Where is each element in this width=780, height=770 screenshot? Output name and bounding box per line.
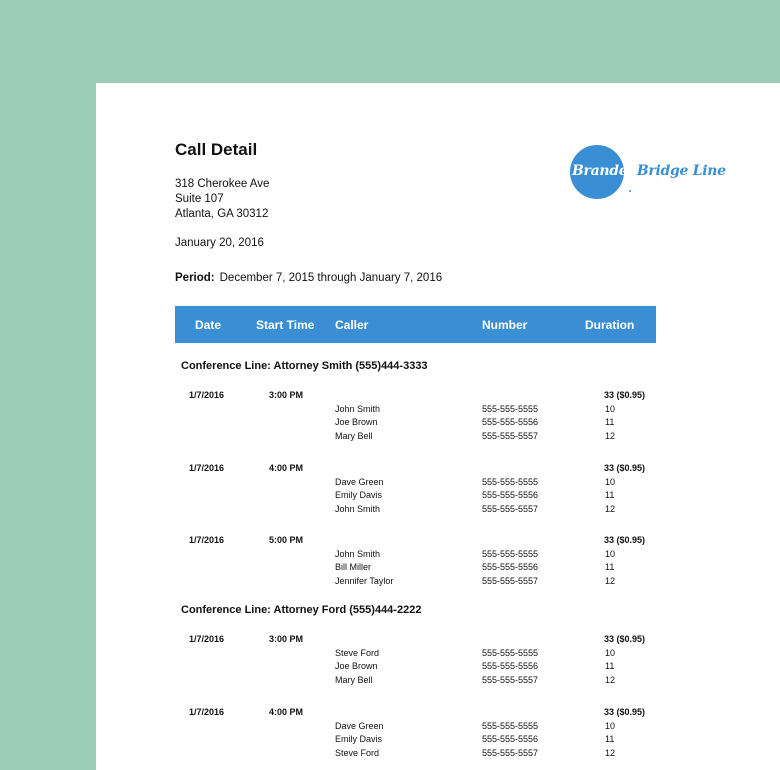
call-start-time: 4:00 PM <box>269 707 304 717</box>
caller-name: John Smith <box>335 403 381 414</box>
caller-number: 555-555-5556 <box>482 734 539 744</box>
caller-number: 555-555-5555 <box>482 548 539 559</box>
caller-duration: 11 <box>605 734 615 744</box>
caller-number: 555-555-5556 <box>482 661 539 671</box>
caller-name: Bill Miller <box>335 562 371 572</box>
caller-number: 555-555-5556 <box>482 562 539 572</box>
call-total-duration: 33 ($0.95) <box>604 463 646 473</box>
caller-number: 555-555-5557 <box>482 674 539 685</box>
call-date: 1/7/2016 <box>189 707 225 717</box>
caller-duration: 10 <box>605 548 616 559</box>
call-start-time: 3:00 PM <box>269 390 304 400</box>
caller-duration: 12 <box>605 674 616 685</box>
period <box>175 272 442 284</box>
caller-duration: 10 <box>605 476 616 487</box>
caller-name: Emily Davis <box>335 490 383 500</box>
caller-number: 555-555-5555 <box>482 647 539 658</box>
call-start-time: 4:00 PM <box>269 463 304 473</box>
call-start-time: 5:00 PM <box>269 535 304 545</box>
call-start-time: 3:00 PM <box>269 634 304 644</box>
caller-name: Joe Brown <box>335 417 378 427</box>
caller-number: 555-555-5557 <box>482 430 539 441</box>
caller-name: Dave Green <box>335 720 384 731</box>
caller-duration: 11 <box>605 661 615 671</box>
call-date: 1/7/2016 <box>189 535 225 545</box>
caller-name: Joe Brown <box>335 661 378 671</box>
caller-duration: 12 <box>605 575 616 586</box>
column-header-duration: Duration <box>585 318 635 332</box>
document-page <box>96 83 780 770</box>
address-line: Suite 107 <box>175 193 224 205</box>
logo-text-part2: Bridge Line <box>636 163 726 179</box>
call-date: 1/7/2016 <box>189 463 225 473</box>
call-date: 1/7/2016 <box>189 634 225 644</box>
caller-number: 555-555-5557 <box>482 747 539 758</box>
call-total-duration: 33 ($0.95) <box>604 390 646 400</box>
conference-line-heading: Conference Line: Attorney Ford (555)444-2222 <box>181 604 422 616</box>
caller-duration: 10 <box>605 720 616 731</box>
call-total-duration: 33 ($0.95) <box>604 707 646 717</box>
document-date: January 20, 2016 <box>175 237 264 249</box>
column-header-start-time: Start Time <box>256 318 315 332</box>
caller-number: 555-555-5555 <box>482 403 539 414</box>
caller-duration: 12 <box>605 430 616 441</box>
logo-dot <box>629 190 631 192</box>
call-total-duration: 33 ($0.95) <box>604 634 646 644</box>
logo-text <box>572 163 726 179</box>
caller-number: 555-555-5556 <box>482 417 539 427</box>
caller-number: 555-555-5557 <box>482 503 539 514</box>
caller-duration: 11 <box>605 417 615 427</box>
caller-duration: 10 <box>605 647 616 658</box>
caller-name: Mary Bell <box>335 674 373 685</box>
caller-duration: 12 <box>605 747 616 758</box>
address-line: Atlanta, GA 30312 <box>175 208 269 220</box>
caller-name: Steve Ford <box>335 747 380 758</box>
call-total-duration: 33 ($0.95) <box>604 535 646 545</box>
caller-duration: 10 <box>605 403 616 414</box>
caller-duration: 11 <box>605 490 615 500</box>
caller-name: Jennifer Taylor <box>335 575 394 586</box>
caller-name: Mary Bell <box>335 430 373 441</box>
period-value: December 7, 2015 through January 7, 2016 <box>219 272 443 284</box>
column-header-date: Date <box>195 318 222 332</box>
table-header <box>175 306 656 343</box>
address-line: 318 Cherokee Ave <box>175 178 270 190</box>
call-date: 1/7/2016 <box>189 390 225 400</box>
caller-number: 555-555-5555 <box>482 476 539 487</box>
caller-name: Steve Ford <box>335 647 380 658</box>
company-logo <box>568 143 726 203</box>
period-label: Period: <box>175 272 215 284</box>
caller-duration: 12 <box>605 503 616 514</box>
address-block <box>175 177 269 222</box>
caller-name: John Smith <box>335 503 381 514</box>
caller-duration: 11 <box>605 562 615 572</box>
column-header-number: Number <box>482 318 528 332</box>
caller-name: John Smith <box>335 548 381 559</box>
caller-number: 555-555-5555 <box>482 720 539 731</box>
conference-line-heading: Conference Line: Attorney Smith (555)444-3333 <box>181 360 428 372</box>
caller-name: Dave Green <box>335 476 384 487</box>
document-title: Call Detail <box>175 140 258 159</box>
column-header-caller: Caller <box>335 318 369 332</box>
caller-number: 555-555-5557 <box>482 575 539 586</box>
logo-text-part1: Branded <box>572 163 637 179</box>
caller-number: 555-555-5556 <box>482 490 539 500</box>
caller-name: Emily Davis <box>335 734 383 744</box>
